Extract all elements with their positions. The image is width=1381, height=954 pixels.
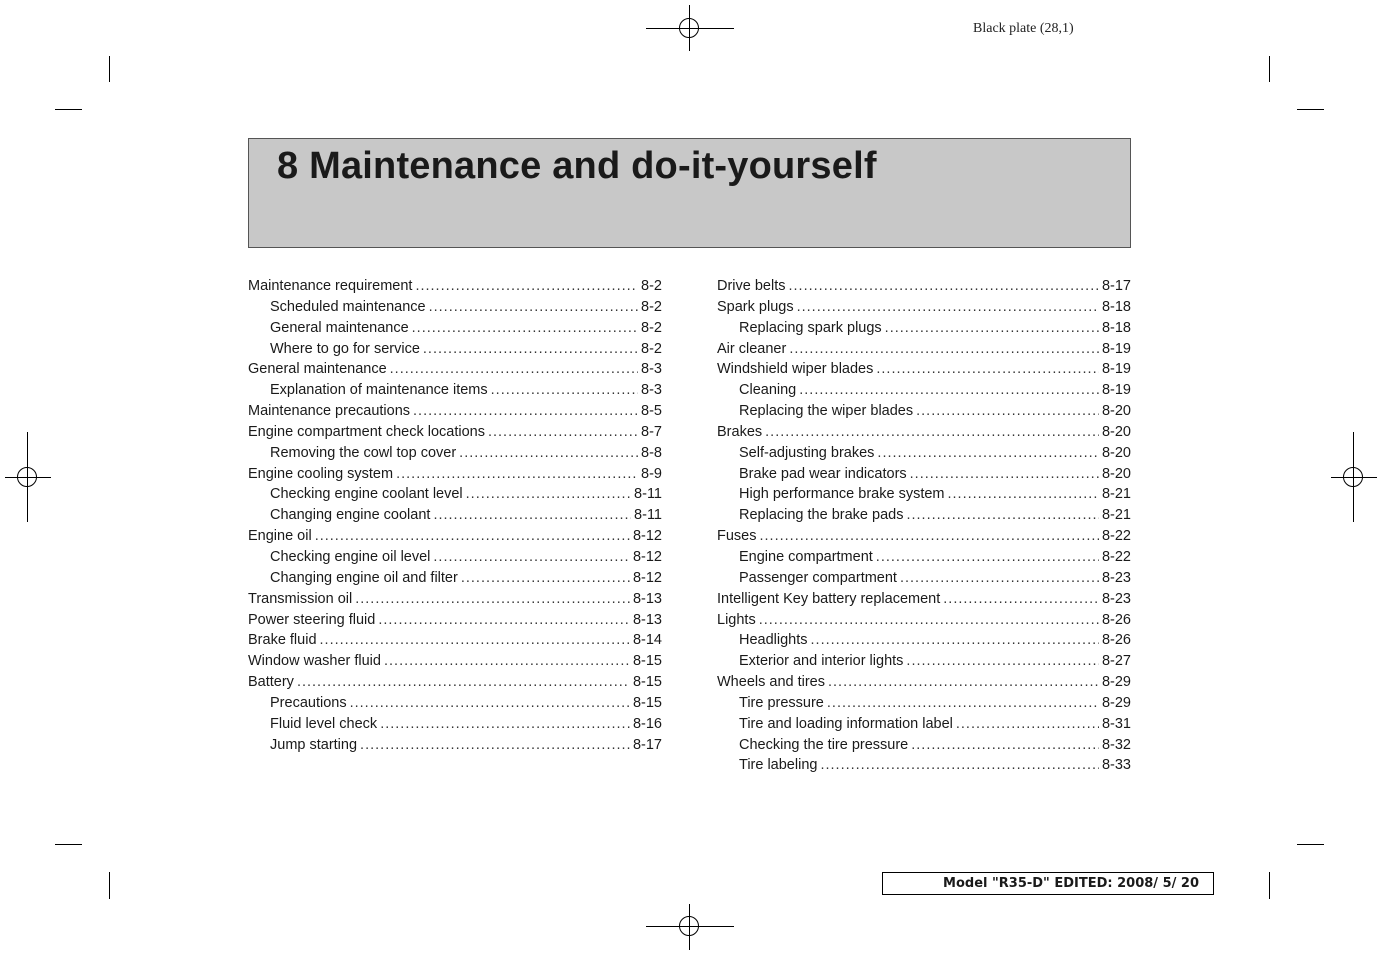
toc-entry-page: 8-8 xyxy=(641,444,662,461)
toc-entry[interactable] xyxy=(248,737,662,758)
toc-entry[interactable] xyxy=(717,757,1131,778)
toc-entry[interactable] xyxy=(248,445,662,466)
toc-entry-label: Engine compartment check locations xyxy=(248,423,485,440)
toc-entry-page: 8-9 xyxy=(641,465,662,482)
toc-entry[interactable] xyxy=(717,591,1131,612)
toc-leader-dots xyxy=(759,612,1099,628)
crop-mark-br-v xyxy=(1269,872,1270,899)
toc-entry-label: Maintenance precautions xyxy=(248,403,411,420)
toc-entry[interactable] xyxy=(717,466,1131,487)
toc-entry[interactable] xyxy=(717,507,1131,528)
registration-circle-bottom xyxy=(679,916,699,936)
toc-leader-dots xyxy=(488,424,638,440)
toc-leader-dots xyxy=(390,361,638,377)
toc-entry-page: 8-23 xyxy=(1101,590,1131,607)
toc-entry-page: 8-18 xyxy=(1101,319,1131,336)
toc-entry-label: Checking the tire pressure xyxy=(739,736,909,753)
toc-entry-page: 8-21 xyxy=(1101,507,1131,524)
toc-entry-page: 8-11 xyxy=(634,507,662,524)
toc-entry[interactable] xyxy=(717,674,1131,695)
toc-entry-page: 8-20 xyxy=(1101,403,1131,420)
toc-leader-dots xyxy=(378,612,630,628)
toc-entry[interactable] xyxy=(717,612,1131,633)
toc-entry-page: 8-16 xyxy=(632,715,662,732)
toc-entry[interactable] xyxy=(717,320,1131,341)
toc-entry[interactable] xyxy=(248,653,662,674)
toc-entry[interactable] xyxy=(717,486,1131,507)
toc-entry-page: 8-12 xyxy=(632,528,662,545)
toc-leader-dots xyxy=(380,716,630,732)
toc-entry-label: Changing engine coolant xyxy=(270,507,431,524)
toc-leader-dots xyxy=(948,486,1099,502)
toc-entry-label: Checking engine oil level xyxy=(270,548,431,565)
toc-entry-label: Checking engine coolant level xyxy=(270,486,463,503)
toc-entry-page: 8-13 xyxy=(632,611,662,628)
plate-label: Black plate (28,1) xyxy=(973,21,1074,36)
toc-entry-page: 8-26 xyxy=(1101,632,1131,649)
crop-mark-tr-v xyxy=(1269,56,1270,82)
toc-entry[interactable] xyxy=(717,403,1131,424)
toc-entry-label: Cleaning xyxy=(739,382,797,399)
toc-entry-label: Brakes xyxy=(717,423,763,440)
toc-entry[interactable] xyxy=(717,341,1131,362)
toc-entry[interactable] xyxy=(717,361,1131,382)
registration-circle-left xyxy=(17,467,37,487)
toc-entry-label: Tire pressure xyxy=(739,694,824,711)
toc-leader-dots xyxy=(900,570,1099,586)
toc-entry[interactable] xyxy=(248,486,662,507)
toc-leader-dots xyxy=(415,278,638,294)
toc-entry[interactable] xyxy=(248,278,662,299)
toc-entry-label: Precautions xyxy=(270,694,347,711)
toc-entry-page: 8-22 xyxy=(1101,548,1131,565)
toc-entry-label: Self-adjusting brakes xyxy=(739,444,875,461)
toc-entry[interactable] xyxy=(248,549,662,570)
toc-entry-label: Fuses xyxy=(717,528,757,545)
toc-entry-label: Windshield wiper blades xyxy=(717,361,874,378)
toc-entry-label: High performance brake system xyxy=(739,486,945,503)
toc-entry-page: 8-33 xyxy=(1101,757,1131,774)
toc-entry-page: 8-15 xyxy=(632,653,662,670)
toc-entry[interactable] xyxy=(717,528,1131,549)
toc-right-column xyxy=(717,278,1131,778)
toc-leader-dots xyxy=(350,695,630,711)
toc-entry[interactable] xyxy=(717,382,1131,403)
toc-entry-label: Lights xyxy=(717,611,756,628)
toc-entry-label: Explanation of maintenance items xyxy=(270,382,488,399)
toc-leader-dots xyxy=(396,466,638,482)
crop-mark-tl-v xyxy=(109,56,110,82)
toc-entry-page: 8-23 xyxy=(1101,569,1131,586)
toc-leader-dots xyxy=(906,653,1099,669)
toc-entry-label: Engine oil xyxy=(248,528,312,545)
toc-leader-dots xyxy=(355,591,630,607)
toc-entry-page: 8-12 xyxy=(632,548,662,565)
crop-mark-bl-v xyxy=(109,872,110,899)
toc-entry-label: Tire labeling xyxy=(739,757,818,774)
toc-entry-page: 8-11 xyxy=(634,486,662,503)
crop-mark-br-h xyxy=(1297,844,1324,845)
crop-mark-tr-h xyxy=(1297,109,1324,110)
toc-leader-dots xyxy=(320,632,630,648)
toc-entry-page: 8-2 xyxy=(641,340,662,357)
toc-entry[interactable] xyxy=(717,695,1131,716)
toc-leader-dots xyxy=(413,403,638,419)
toc-leader-dots xyxy=(423,341,638,357)
toc-entry-label: Jump starting xyxy=(270,736,358,753)
registration-circle-right xyxy=(1343,467,1363,487)
toc-leader-dots xyxy=(943,591,1099,607)
toc-entry[interactable] xyxy=(248,528,662,549)
toc-entry[interactable] xyxy=(248,695,662,716)
toc-entry[interactable] xyxy=(717,716,1131,737)
toc-leader-dots xyxy=(876,361,1099,377)
toc-entry-page: 8-13 xyxy=(632,590,662,607)
toc-entry-label: Intelligent Key battery replacement xyxy=(717,590,941,607)
toc-entry-page: 8-20 xyxy=(1101,423,1131,440)
toc-entry[interactable] xyxy=(717,549,1131,570)
toc-entry-page: 8-26 xyxy=(1101,611,1131,628)
toc-entry-label: Replacing the wiper blades xyxy=(739,403,914,420)
toc-leader-dots xyxy=(433,507,631,523)
toc-entry[interactable] xyxy=(248,674,662,695)
toc-entry[interactable] xyxy=(248,361,662,382)
toc-entry[interactable] xyxy=(717,424,1131,445)
toc-leader-dots xyxy=(461,570,630,586)
toc-leader-dots xyxy=(412,320,638,336)
toc-leader-dots xyxy=(956,716,1099,732)
toc-entry[interactable] xyxy=(248,382,662,403)
toc-entry-page: 8-32 xyxy=(1101,736,1131,753)
chapter-title-box xyxy=(248,138,1131,248)
toc-leader-dots xyxy=(799,382,1099,398)
toc-entry[interactable] xyxy=(248,403,662,424)
toc-entry-label: Window washer fluid xyxy=(248,653,381,670)
toc-entry-page: 8-18 xyxy=(1101,298,1131,315)
toc-leader-dots xyxy=(911,737,1099,753)
toc-entry-label: Engine compartment xyxy=(739,548,873,565)
toc-entry-page: 8-12 xyxy=(632,569,662,586)
toc-entry-label: Tire and loading information label xyxy=(739,715,953,732)
toc-entry[interactable] xyxy=(248,424,662,445)
toc-entry-label: Replacing spark plugs xyxy=(739,319,882,336)
toc-entry-page: 8-7 xyxy=(641,423,662,440)
toc-leader-dots xyxy=(820,757,1099,773)
toc-leader-dots xyxy=(765,424,1099,440)
toc-entry[interactable] xyxy=(248,591,662,612)
toc-entry-page: 8-19 xyxy=(1101,340,1131,357)
toc-entry-page: 8-5 xyxy=(641,403,662,420)
toc-entry[interactable] xyxy=(717,299,1131,320)
toc-entry[interactable] xyxy=(248,612,662,633)
toc-leader-dots xyxy=(433,549,630,565)
toc-entry-label: Drive belts xyxy=(717,278,786,294)
toc-entry[interactable] xyxy=(248,466,662,487)
toc-entry-label: Headlights xyxy=(739,632,808,649)
edition-footer: Model "R35-D" EDITED: 2008/ 5/ 20 xyxy=(882,872,1214,895)
toc-leader-dots xyxy=(797,299,1099,315)
toc-entry-label: Scheduled maintenance xyxy=(270,298,426,315)
crop-mark-tl-h xyxy=(55,109,82,110)
toc-entry[interactable] xyxy=(248,320,662,341)
chapter-title: 8 Maintenance and do-it-yourself xyxy=(277,145,877,187)
toc-entry-page: 8-22 xyxy=(1101,528,1131,545)
toc-leader-dots xyxy=(384,653,630,669)
toc-entry-label: Battery xyxy=(248,674,294,691)
toc-entry-label: Replacing the brake pads xyxy=(739,507,904,524)
toc-entry-page: 8-17 xyxy=(632,736,662,753)
toc-leader-dots xyxy=(360,737,630,753)
toc-leader-dots xyxy=(876,549,1099,565)
toc-leader-dots xyxy=(910,466,1099,482)
toc-entry-page: 8-29 xyxy=(1101,674,1131,691)
toc-leader-dots xyxy=(789,278,1099,294)
toc-leader-dots xyxy=(916,403,1099,419)
toc-entry-page: 8-15 xyxy=(632,674,662,691)
toc-entry[interactable] xyxy=(248,632,662,653)
toc-entry-page: 8-15 xyxy=(632,694,662,711)
toc-entry-label: Transmission oil xyxy=(248,590,353,607)
toc-entry[interactable] xyxy=(248,716,662,737)
toc-entry-page: 8-2 xyxy=(641,319,662,336)
toc-leader-dots xyxy=(877,445,1099,461)
toc-entry-page: 8-3 xyxy=(641,382,662,399)
toc-entry[interactable] xyxy=(717,653,1131,674)
toc-entry-label: Brake pad wear indicators xyxy=(739,465,907,482)
toc-entry[interactable] xyxy=(717,278,1131,299)
toc-left-column xyxy=(248,278,662,757)
toc-entry-label: Passenger compartment xyxy=(739,569,897,586)
toc-entry-label: Air cleaner xyxy=(717,340,787,357)
toc-leader-dots xyxy=(885,320,1099,336)
toc-entry-label: Wheels and tires xyxy=(717,674,825,691)
toc-entry-page: 8-19 xyxy=(1101,382,1131,399)
toc-entry-page: 8-21 xyxy=(1101,486,1131,503)
toc-entry-page: 8-29 xyxy=(1101,694,1131,711)
toc-entry-page: 8-2 xyxy=(641,298,662,315)
toc-leader-dots xyxy=(811,632,1099,648)
toc-leader-dots xyxy=(906,507,1099,523)
toc-entry-label: General maintenance xyxy=(248,361,387,378)
toc-entry-label: Power steering fluid xyxy=(248,611,376,628)
toc-leader-dots xyxy=(297,674,630,690)
crop-mark-bl-h xyxy=(55,844,82,845)
toc-leader-dots xyxy=(491,382,638,398)
toc-entry-page: 8-14 xyxy=(632,632,662,649)
toc-leader-dots xyxy=(760,528,1099,544)
toc-leader-dots xyxy=(315,528,630,544)
toc-entry-page: 8-17 xyxy=(1101,278,1131,294)
toc-leader-dots xyxy=(429,299,638,315)
toc-entry-label: Where to go for service xyxy=(270,340,420,357)
toc-entry[interactable] xyxy=(717,570,1131,591)
toc-entry-label: Brake fluid xyxy=(248,632,317,649)
toc-entry[interactable] xyxy=(717,737,1131,758)
toc-entry-label: General maintenance xyxy=(270,319,409,336)
toc-entry-label: Exterior and interior lights xyxy=(739,653,904,670)
toc-leader-dots xyxy=(789,341,1099,357)
toc-entry-page: 8-2 xyxy=(641,278,662,294)
toc-entry-label: Spark plugs xyxy=(717,298,794,315)
toc-entry-page: 8-27 xyxy=(1101,653,1131,670)
toc-entry-page: 8-20 xyxy=(1101,465,1131,482)
toc-entry-page: 8-3 xyxy=(641,361,662,378)
toc-entry[interactable] xyxy=(717,632,1131,653)
toc-leader-dots xyxy=(827,695,1099,711)
toc-entry-label: Fluid level check xyxy=(270,715,378,732)
toc-leader-dots xyxy=(466,486,631,502)
toc-entry[interactable] xyxy=(248,570,662,591)
toc-entry[interactable] xyxy=(248,299,662,320)
toc-entry[interactable] xyxy=(717,445,1131,466)
toc-entry[interactable] xyxy=(248,341,662,362)
toc-entry-label: Maintenance requirement xyxy=(248,278,413,294)
toc-entry-label: Removing the cowl top cover xyxy=(270,444,457,461)
registration-circle-top xyxy=(679,18,699,38)
toc-entry-page: 8-19 xyxy=(1101,361,1131,378)
toc-entry-page: 8-20 xyxy=(1101,444,1131,461)
toc-entry-label: Changing engine oil and filter xyxy=(270,569,458,586)
toc-entry[interactable] xyxy=(248,507,662,528)
toc-entry-label: Engine cooling system xyxy=(248,465,394,482)
toc-leader-dots xyxy=(459,445,638,461)
toc-entry-page: 8-31 xyxy=(1101,715,1131,732)
toc-leader-dots xyxy=(828,674,1099,690)
